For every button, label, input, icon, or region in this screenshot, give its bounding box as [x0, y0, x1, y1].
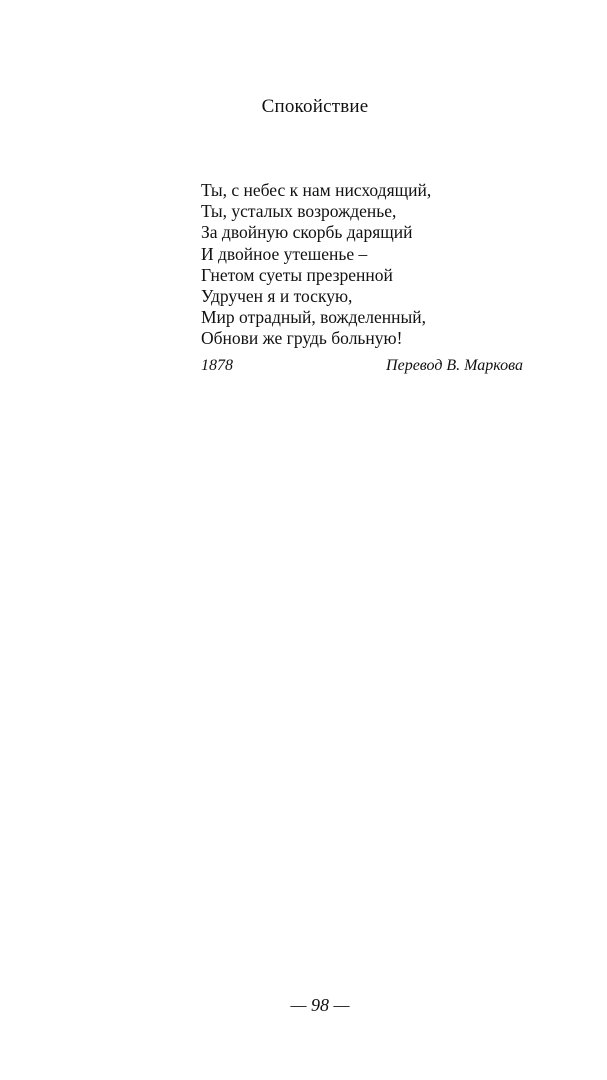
page-number: — 98 —	[290, 995, 350, 1015]
poem-body	[201, 180, 431, 350]
poem-line: И двойное утешенье –	[201, 243, 368, 264]
poem-line: Ты, с небес к нам нисходящий,	[201, 180, 432, 200]
translator-credit: Перевод В. Маркова	[386, 357, 523, 374]
poem-line: Гнетом суеты презренной	[201, 264, 393, 285]
poem-line: Обнови же грудь больную!	[201, 328, 403, 349]
poem-line: Удручен я и тоскую,	[201, 286, 353, 307]
poem-title: Спокойствие	[261, 96, 369, 117]
poem-line: Мир отрадный, вожделенный,	[201, 307, 427, 328]
poem-year: 1878	[201, 357, 233, 374]
poem-line: Ты, усталых возрожденье,	[201, 201, 397, 222]
poem-line: За двойную скорбь дарящий	[201, 222, 413, 243]
